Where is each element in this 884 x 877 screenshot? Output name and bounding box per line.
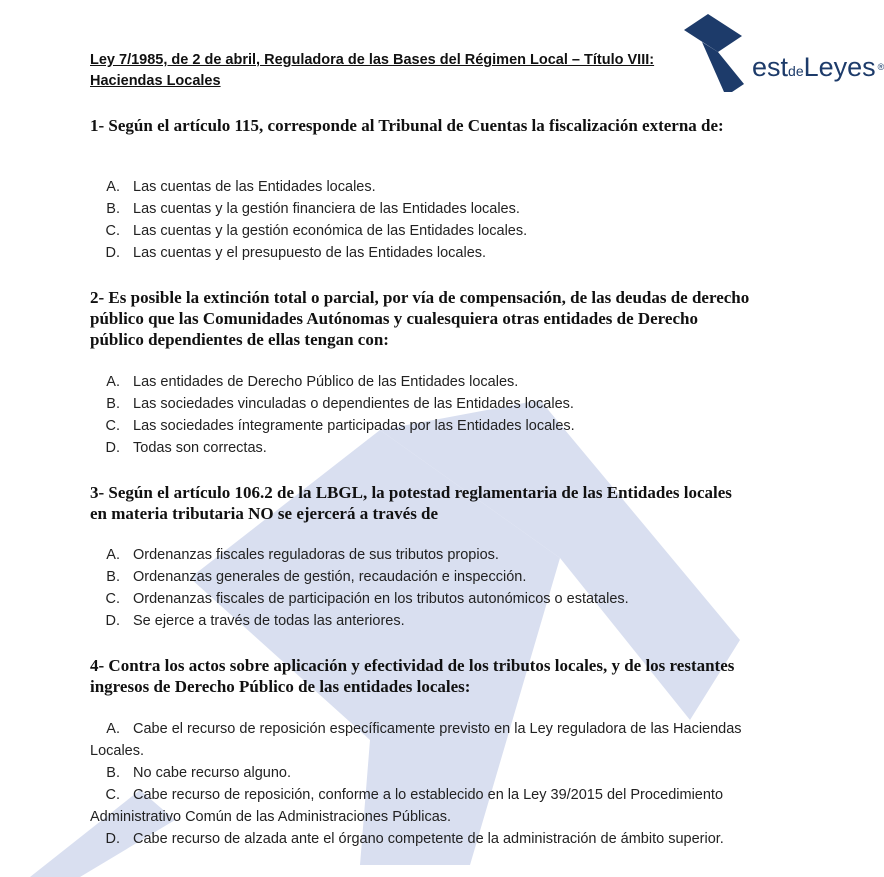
brand-logo-text: estdeLeyes ® [752,52,884,82]
question-3-option-b: B. Ordenanzas generales de gestión, recaudación e inspección. [106,569,527,585]
question-4-title: 4- Contra los actos sobre aplicación y efectividad de los tributos locales, y de los restantes ingresos de Derecho Público de las entidades locales: [90,656,735,696]
question-4-option-a: A. Cabe el recurso de reposición específicamente previsto en la Ley reguladora de las Haciendas Locales. [90,721,742,759]
question-1-option-a: A. Las cuentas de las Entidades locales. [106,179,376,195]
question-2-option-a: A. Las entidades de Derecho Público de las Entidades locales. [106,374,519,390]
question-1-option-d: D. Las cuentas y el presupuesto de las Entidades locales. [105,245,487,261]
question-2-option-c: C. Las sociedades íntegramente participadas por las Entidades locales. [105,418,575,434]
question-4-option-c: C. Cabe recurso de reposición, conforme a lo establecido en la Ley 39/2015 del Procedimiento Administrativo Común de las Administraciones Públicas. [90,787,724,825]
question-1-option-c: C. Las cuentas y la gestión económica de las Entidades locales. [105,223,528,239]
question-2-option-b: B. Las sociedades vinculadas o dependientes de las Entidades locales. [106,396,574,412]
question-3-option-a: A. Ordenanzas fiscales reguladoras de sus tributos propios. [106,547,499,563]
document-title: Ley 7/1985, de 2 de abril, Reguladora de las Bases del Régimen Local – Título VIII: Haciendas Locales [90,52,655,89]
question-4-option-b: B. No cabe recurso alguno. [106,765,291,781]
question-3-option-c: C. Ordenanzas fiscales de participación en los tributos autonómicos o estatales. [105,591,629,607]
question-1-option-b: B. Las cuentas y la gestión financiera de las Entidades locales. [106,201,520,217]
question-3-option-d: D. Se ejerce a través de todas las anteriores. [105,613,405,629]
question-1-title: 1- Según el artículo 115, corresponde al Tribunal de Cuentas la fiscalización externa de: [90,116,724,135]
question-4-option-d: D. Cabe recurso de alzada ante el órgano competente de la administración de ámbito superior. [105,831,724,847]
question-2-option-d: D. Todas son correctas. [105,440,267,456]
question-2-title: 2- Es posible la extinción total o parcial, por vía de compensación, de las deudas de derecho público que las Comunidades Autónomas y cualesquiera otras entidades de Derecho público dependientes de ellas tengan con: [90,288,750,349]
question-3-title: 3- Según el artículo 106.2 de la LBGL, la potestad reglamentaria de las Entidades locales en materia tributaria NO se ejercerá a través de [90,483,732,523]
